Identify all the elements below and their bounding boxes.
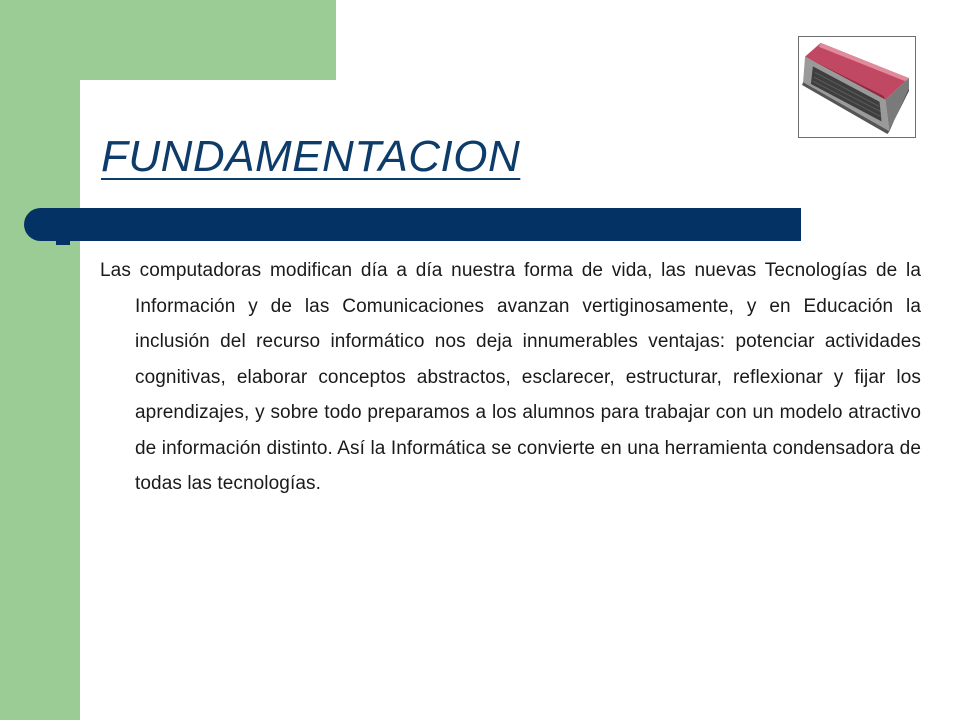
laptop-icon [799,37,915,137]
decor-green-header [80,0,336,80]
decor-green-sidebar [0,0,80,720]
laptop-image [798,36,916,138]
title-divider-bar [24,208,801,241]
body-paragraph: Las computadoras modifican día a día nuestra forma de vida, las nuevas Tecnologías de la Información y de las Comunicaciones avanzan vertiginosamente, y en Educación la inclusión del recurso informático nos deja innumerables ventajas: potenciar actividades cognitivas, elaborar conceptos abstractos, esclarecer, estructurar, reflexionar y fijar los aprendizajes, y sobre todo preparamos a los alumnos para trabajar con un modelo atractivo de información distinto. Así la Informática se convierte en una herramienta condensadora de todas las tecnologías. [100,260,921,494]
title-divider-notch [56,241,70,245]
slide-title: FUNDAMENTACION [101,132,521,181]
